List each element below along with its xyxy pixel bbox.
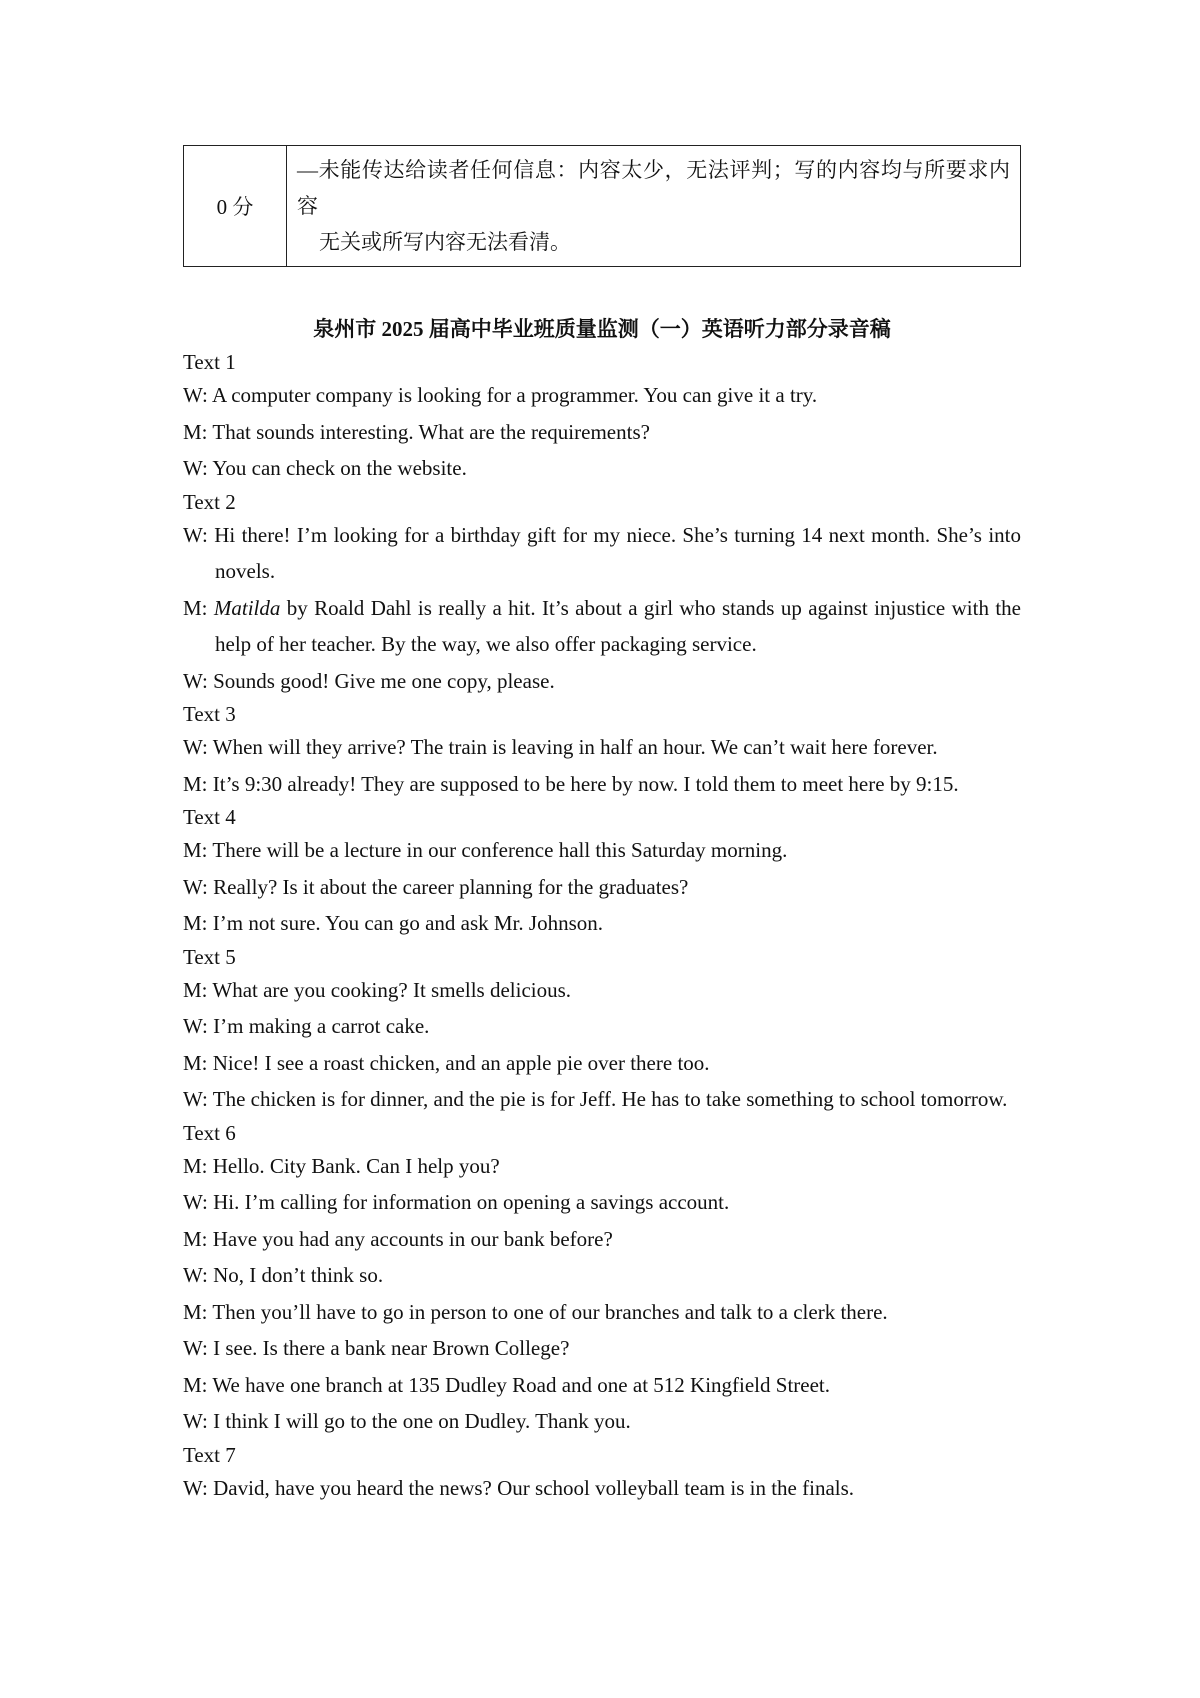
dialogue-line: M: Have you had any accounts in our bank before? — [183, 1226, 613, 1251]
book-title: Matilda — [213, 595, 281, 620]
text-heading: Text 5 — [183, 944, 236, 969]
dialogue-line: W: I see. Is there a bank near Brown College? — [183, 1336, 570, 1360]
dialogue-line: W: When will they arrive? The train is leaving in half an hour. We can’t wait here forever. — [183, 735, 938, 759]
dialogue-line: M: That sounds interesting. What are the requirements? — [183, 419, 650, 444]
text-heading: Text 4 — [183, 805, 236, 829]
dialogue-line: M: Nice! I see a roast chicken, and an apple pie over there too. — [183, 1050, 710, 1075]
dialogue-line: W: Really? Is it about the career planning for the graduates? — [183, 874, 689, 899]
dialogue-line: M: We have one branch at 135 Dudley Road and one at 512 Kingfield Street. — [183, 1372, 831, 1397]
dialogue-line: M: Matilda by Roald Dahl is really a hit. It’s about a girl who stands up against injustice with the help of her teacher. By the way, we also offer packaging service. — [183, 595, 1021, 656]
score-cell: 0 分 — [184, 146, 287, 267]
dialogue-line: W: I think I will go to the one on Dudley. Thank you. — [183, 1409, 631, 1433]
text-heading: Text 2 — [183, 489, 236, 514]
dialogue-line: M: Then you’ll have to go in person to one of our branches and talk to a clerk there. — [183, 1299, 888, 1324]
dialogue-line: W: You can check on the website. — [183, 456, 467, 480]
criteria-cell — [287, 146, 1021, 267]
text-heading: Text 6 — [183, 1120, 236, 1145]
text-heading: Text 3 — [183, 702, 236, 726]
dialogue-line: W: Sounds good! Give me one copy, please. — [183, 668, 555, 693]
dialogue-line: W: Hi. I’m calling for information on opening a savings account. — [183, 1190, 730, 1214]
transcript-body — [183, 347, 1021, 1506]
text-heading: Text 1 — [183, 350, 236, 374]
table-row — [184, 146, 1021, 267]
text-heading: Text 7 — [183, 1442, 236, 1467]
dialogue-line: W: No, I don’t think so. — [183, 1263, 384, 1287]
dialogue-line: M: There will be a lecture in our conference hall this Saturday morning. — [183, 838, 788, 862]
dialogue-line: M: I’m not sure. You can go and ask Mr. Johnson. — [183, 911, 603, 935]
criteria-line-2: 无关或所写内容无法看清。 — [319, 230, 571, 254]
dialogue-line: M: What are you cooking? It smells delicious. — [183, 977, 572, 1002]
criteria-line-1: —未能传达给读者任何信息：内容太少，无法评判；写的内容均与所要求内容 — [297, 158, 1010, 218]
dialogue-line: W: A computer company is looking for a programmer. You can give it a try. — [183, 383, 818, 407]
dialogue-line: W: Hi there! I’m looking for a birthday gift for my niece. She’s turning 14 next month. She’s into novels. — [183, 522, 1021, 583]
dialogue-line: M: Hello. City Bank. Can I help you? — [183, 1153, 500, 1178]
dialogue-line: W: David, have you heard the news? Our school volleyball team is in the finals. — [183, 1475, 855, 1500]
dialogue-line: W: I’m making a carrot cake. — [183, 1014, 430, 1038]
transcript-title: 泉州市 2025 届高中毕业班质量监测（一）英语听力部分录音稿 — [313, 317, 891, 341]
scoring-table — [183, 145, 1021, 267]
dialogue-line: M: It’s 9:30 already! They are supposed to be here by now. I told them to meet here by 9:15. — [183, 771, 959, 796]
dialogue-line: W: The chicken is for dinner, and the pie is for Jeff. He has to take something to school tomorrow. — [183, 1087, 1008, 1111]
